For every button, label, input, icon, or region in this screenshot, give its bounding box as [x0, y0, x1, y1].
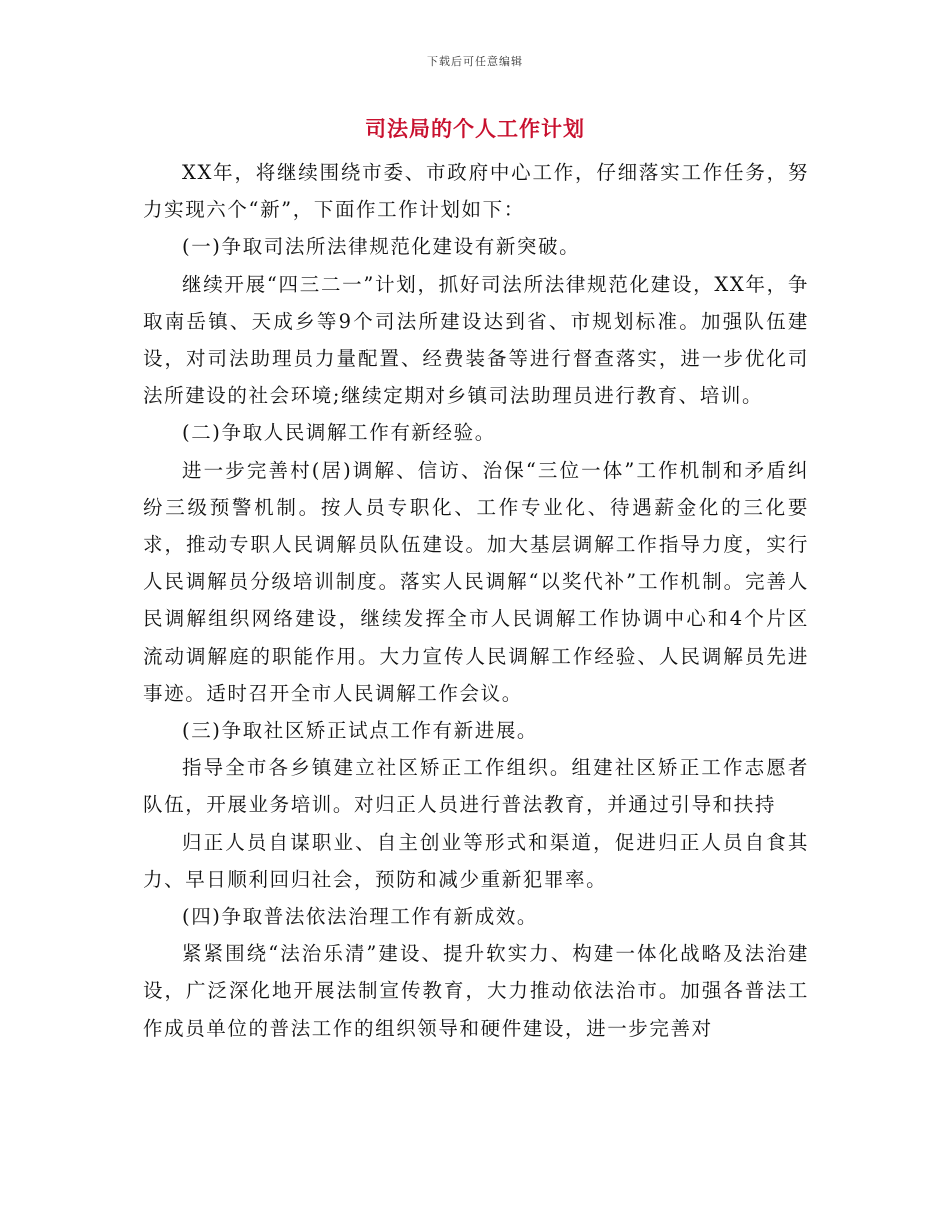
paragraph: 归正人员自谋职业、自主创业等形式和渠道，促进归正人员自食其力、早日顺利回归社会，预防和减少重新犯罪率。 [143, 830, 809, 891]
paragraph: 进一步完善村(居)调解、信访、治保“三位一体”工作机制和矛盾纠纷三级预警机制。按人员专职化、工作专业化、待遇薪金化的三化要求，推动专职人民调解员队伍建设。加大基层调解工作指导力度，实行人民调解员分级培训制度。落实人民调解“以奖代补”工作机制。完善人民调解组织网络建设，继续发挥全市人民调解工作协调中心和4个片区流动调解庭的职能作用。大力宣传人民调解工作经验、人民调解员先进事迹。适时召开全市人民调解工作会议。 [143, 458, 809, 705]
paragraph: 紧紧围绕“法治乐清”建设、提升软实力、构建一体化战略及法治建设，广泛深化地开展法制宣传教育，大力推动依法治市。加强各普法工作成员单位的普法工作的组织领导和硬件建设，进一步完善对 [143, 942, 809, 1040]
section-heading: (三)争取社区矫正试点工作有新进展。 [182, 719, 539, 743]
paragraph: XX年，将继续围绕市委、市政府中心工作，仔细落实工作任务，努力实现六个“新”，下面作工作计划如下： [143, 161, 809, 222]
header-note: 下载后可任意编辑 [427, 55, 523, 68]
section-heading: (二)争取人民调解工作有新经验。 [182, 421, 496, 445]
paragraph: 继续开展“四三二一”计划，抓好司法所法律规范化建设，XX年，争取南岳镇、天成乡等9个司法所建设达到省、市规划标准。加强队伍建设，对司法助理员力量配置、经费装备等进行督查落实，进一步优化司法所建设的社会环境;继续定期对乡镇司法助理员进行教育、培训。 [143, 272, 809, 408]
paragraph: 指导全市各乡镇建立社区矫正工作组织。组建社区矫正工作志愿者队伍，开展业务培训。对归正人员进行普法教育，并通过引导和扶持 [143, 756, 809, 817]
document-title: 司法局的个人工作计划 [365, 117, 585, 141]
section-heading: (一)争取司法所法律规范化建设有新突破。 [182, 235, 581, 259]
section-heading: (四)争取普法依法治理工作有新成效。 [182, 905, 539, 929]
document-body [143, 154, 809, 1047]
